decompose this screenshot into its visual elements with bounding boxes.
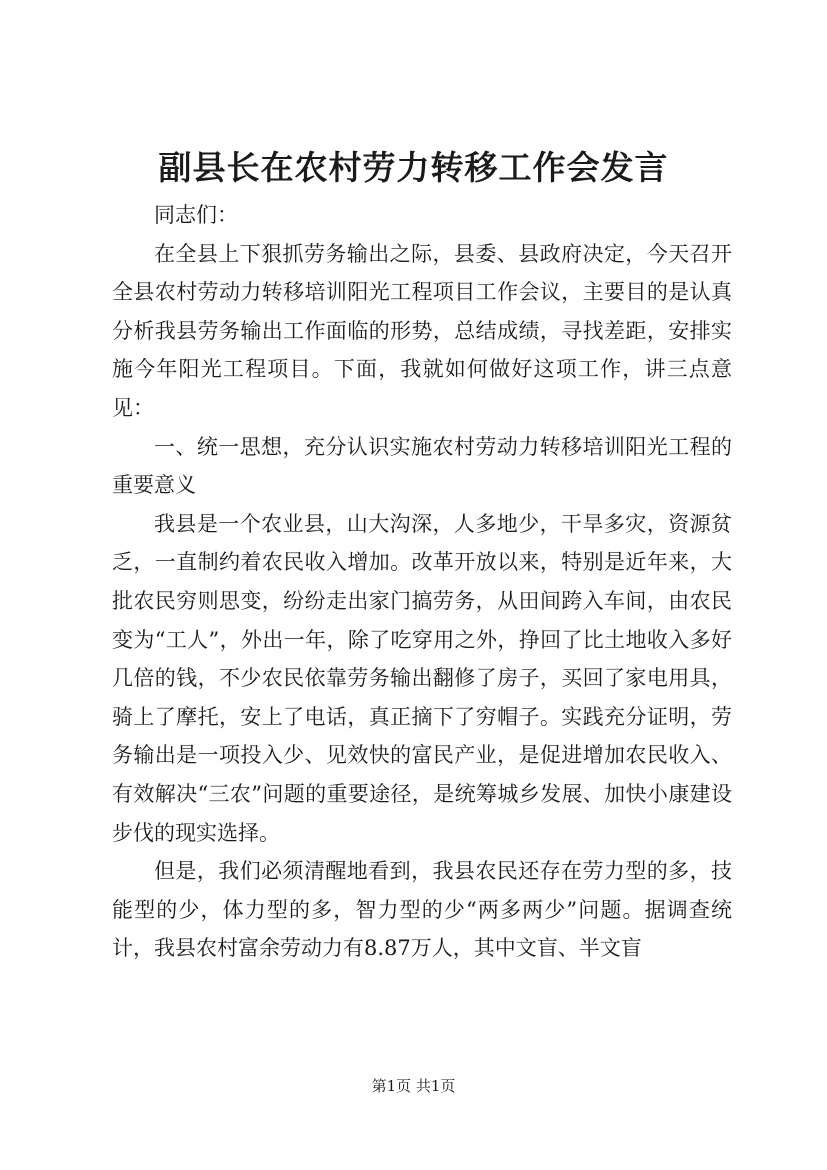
paragraph-background: 我县是一个农业县，山大沟深，人多地少，干旱多灾，资源贫乏，一直制约着农民收入增加。改革开放以来，特别是近年来，大批农民穷则思变，纷纷走出家门搞劳务，从田间跨入车间，由农民变为“工人”，外出一年，除了吃穿用之外，挣回了比土地收入多好几倍的钱，不少农民依靠劳务输出翻修了房子，买回了家电用具，骑上了摩托，安上了电话，真正摘下了穷帽子。实践充分证明，劳务输出是一项投入少、见效快的富民产业，是促进增加农民收入、有效解决“三农”问题的重要途径，是统筹城乡发展、加快小康建设步伐的现实选择。 xyxy=(112,511,732,845)
page-number-footer: 第1页 共1页 xyxy=(371,1077,456,1095)
document-body xyxy=(112,196,732,968)
salutation: 同志们： xyxy=(154,203,238,227)
document-title: 副县长在农村劳力转移工作会发言 xyxy=(158,148,669,187)
paragraph-problems: 但是，我们必须清醒地看到，我县农民还存在劳力型的多，技能型的少，体力型的多，智力型的少“两多两少”问题。据调查统计，我县农村富余劳动力有8.87万人，其中文盲、半文盲 xyxy=(112,859,732,961)
paragraph-intro: 在全县上下狠抓劳务输出之际，县委、县政府决定，今天召开全县农村劳动力转移培训阳光工程项目工作会议，主要目的是认真分析我县劳务输出工作面临的形势，总结成绩，寻找差距，安排实施今年阳光工程项目。下面，我就如何做好这项工作，讲三点意见： xyxy=(112,241,732,420)
section-heading-1: 一、统一思想，充分认识实施农村劳动力转移培训阳光工程的重要意义 xyxy=(112,434,732,498)
